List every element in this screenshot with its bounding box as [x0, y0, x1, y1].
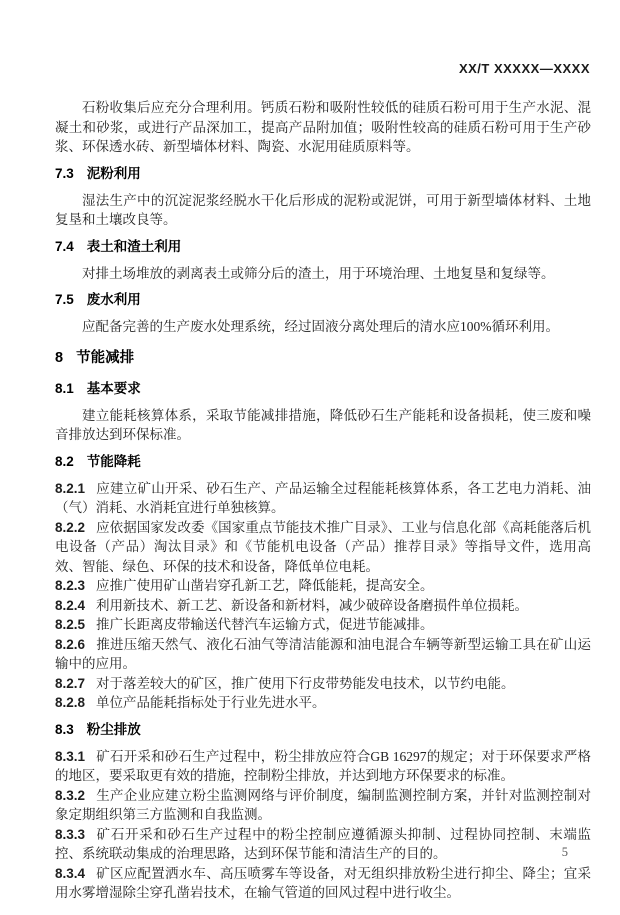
paragraph-topsoil: 对排土场堆放的剥离表土或筛分后的渣土，用于环境治理、土地复垦和复绿等。 — [82, 265, 555, 281]
clause-8-2-7 — [55, 674, 591, 694]
clause-text: 应依据国家发改委《国家重点节能技术推广目录》、工业与信息化部《高耗能落后机电设备（产品）淘汰目录》和《节能机电设备（产品）推荐目录》等指导文件，选用高效、智能、绿色、环保的技术和设备，降低单位电耗。 — [55, 519, 591, 574]
paragraph-basic-requirements: 建立能耗核算体系，采取节能减排措施，降低砂石生产能耗和设备损耗，使三废和噪音排放达到环保标准。 — [55, 407, 591, 442]
clause-number: 8.2.6 — [55, 636, 86, 652]
section-title: 表土和渣土利用 — [86, 238, 182, 254]
clause-8-2-6 — [55, 635, 591, 674]
clause-number: 8.2.2 — [55, 519, 86, 535]
paragraph-mud-powder: 湿法生产中的沉淀泥浆经脱水干化后形成的泥粉或泥饼，可用于新型墙体材料、土地复垦和土壤改良等。 — [55, 192, 591, 227]
section-number: 7.4 — [55, 238, 74, 254]
section-title: 泥粉利用 — [86, 165, 141, 181]
section-number: 8.1 — [55, 380, 74, 396]
document-content — [55, 94, 591, 903]
clause-text: 利用新技术、新工艺、新设备和新材料，减少破碎设备磨损件单位损耗。 — [96, 597, 529, 613]
section-heading-7-3 — [55, 165, 591, 183]
section-number: 8.3 — [55, 721, 74, 737]
clause-number: 8.2.1 — [55, 480, 86, 496]
clause-text: 应建立矿山开采、砂石生产、产品运输全过程能耗核算体系，各工艺电力消耗、油（气）消耗、水消耗宜进行单独核算。 — [55, 480, 591, 515]
clause-number: 8.3.1 — [55, 748, 86, 764]
clause-8-2-8 — [55, 693, 591, 713]
clause-8-3-4 — [55, 864, 591, 903]
chapter-number: 8 — [55, 349, 64, 366]
clause-text: 应推广使用矿山凿岩穿孔新工艺，降低能耗，提高安全。 — [96, 578, 434, 593]
section-number: 7.5 — [55, 292, 74, 307]
clause-text: 推进压缩天然气、液化石油气等清洁能源和油电混合车辆等新型运输工具在矿山运输中的应用。 — [55, 636, 591, 671]
section-number: 8.2 — [55, 453, 74, 469]
section-heading-7-5 — [55, 291, 591, 309]
clause-8-2-5 — [55, 615, 591, 635]
clause-number: 8.2.4 — [55, 597, 86, 613]
clause-number: 8.2.3 — [55, 578, 86, 593]
clause-8-2-4 — [55, 596, 591, 616]
page-number: 5 — [561, 845, 568, 859]
clause-number: 8.3.3 — [55, 826, 86, 842]
section-title: 粉尘排放 — [86, 721, 141, 737]
clause-8-2-1 — [55, 479, 591, 518]
clause-8-2-2 — [55, 518, 591, 577]
clause-8-3-3 — [55, 825, 591, 864]
standard-number: XX/T XXXXX—XXXX — [458, 61, 590, 76]
paragraph-stone-powder: 石粉收集后应充分合理利用。钙质石粉和吸附性较低的硅质石粉可用于生产水泥、混凝土和砂浆，或进行产品深加工，提高产品附加值；吸附性较高的硅质石粉可用于生产砂浆、环保透水砖、新型墙体材料、陶瓷、水泥用硅质原料等。 — [55, 100, 591, 154]
chapter-heading-8 — [55, 349, 591, 368]
clause-text: 矿石开采和砂石生产过程中，粉尘排放应符合GB 16297的规定；对于环保要求严格的地区，要采取更有效的措施，控制粉尘排放，并达到地方环保要求的标准。 — [55, 748, 591, 783]
section-title: 节能降耗 — [86, 453, 141, 469]
clause-number: 8.2.5 — [55, 617, 86, 632]
paragraph-wastewater: 应配备完善的生产废水处理系统，经过固液分离处理后的清水应100%循环利用。 — [82, 319, 559, 334]
section-heading-8-2 — [55, 453, 591, 471]
section-title: 基本要求 — [86, 380, 141, 396]
clause-text: 生产企业应建立粉尘监测网络与评价制度，编制监测控制方案，并针对监测控制对象定期组织第三方监测和自我监测。 — [55, 787, 591, 822]
clause-text: 推广长距离皮带输送代替汽车运输方式，促进节能减排。 — [96, 617, 434, 632]
section-heading-7-4 — [55, 238, 591, 256]
clause-text: 矿区应配置洒水车、高压喷雾车等设备，对无组织排放粉尘进行抑尘、降尘；宜采用水雾增湿除尘穿孔凿岩技术，在输气管道的回风过程中进行收尘。 — [55, 865, 591, 900]
section-title: 废水利用 — [86, 292, 141, 307]
clause-8-3-2 — [55, 786, 591, 825]
clause-8-3-1 — [55, 747, 591, 786]
clause-text: 矿石开采和砂石生产过程中的粉尘控制应遵循源头抑制、过程协同控制、末端监控、系统联动集成的治理思路，达到环保节能和清洁生产的目的。 — [55, 826, 591, 861]
clause-8-2-3 — [55, 576, 591, 596]
chapter-title: 节能减排 — [76, 349, 135, 366]
clause-text: 单位产品能耗指标处于行业先进水平。 — [96, 695, 326, 710]
clause-number: 8.2.7 — [55, 675, 86, 691]
section-heading-8-3 — [55, 721, 591, 739]
clause-number: 8.2.8 — [55, 695, 86, 710]
section-heading-8-1 — [55, 380, 591, 398]
clause-number: 8.3.2 — [55, 787, 86, 803]
clause-number: 8.3.4 — [55, 865, 86, 881]
clause-text: 对于落差较大的矿区，推广使用下行皮带势能发电技术，以节约电能。 — [96, 675, 515, 691]
section-number: 7.3 — [55, 165, 74, 181]
